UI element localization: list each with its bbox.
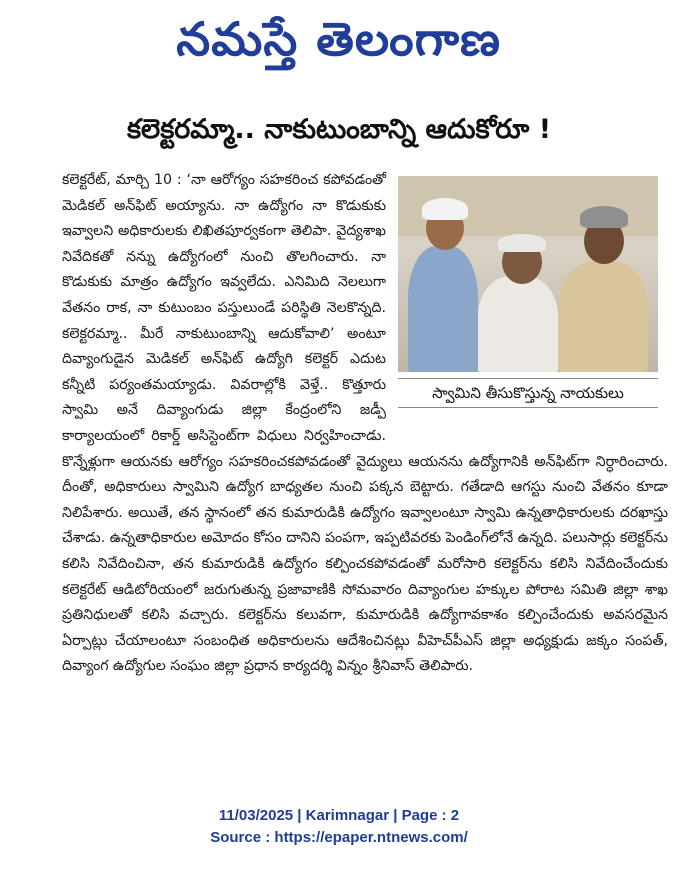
article-text: కలెక్టరేట్, మార్చి 10 : ‘నా ఆరోగ్యం సహకరించ కపోవడంతో మెడికల్ అన్‌ఫిట్ అయ్యాను. నా ఉద్యోగం నా కొడుకుకు ఇవ్వాలని అధికారులకు లిఖితపూర్వకంగా తెలిపా. వైద్యశాఖ నివేదికతో నన్ను ఉద్యోగంలో నుంచి తొలగించారు. నా కొడుకుకు మాత్రం ఉద్యోగం ఇవ్వలేదు. ఎనిమిది నెలలుగా వేతనం రాక, నా కుటుంబం పస్తులుండే పరిస్థితి నెలకొన్నది. కలెక్టరమ్మా.. మీరే నాకుటుంబాన్ని ఆదుకోవాలి’ అంటూ దివ్యాంగుడైన మెడికల్ అన్‌ఫిట్ ఉద్యోగి కలెక్టర్ ఎదుట కన్నీటి పర్యంతమయ్యాడు. వివరాల్లోకి వెళ్తే.. కొత్తూరు స్వామి అనే దివ్యాంగుడు జిల్లా కేంద్రంలోని జడ్పీ కార్యాలయంలో రికార్డ్ అసిస్టెంట్‌గా విధులు నిర్వహించాడు. కొన్నేళ్లుగా ఆయనకు ఆరోగ్యం సహకరించకపోవడంతో వైద్యులు ఆయనను ఉద్యోగానికి అన్‌ఫిట్‌గా నిర్ధారించారు. దీంతో, అధికారులు స్వామిని ఉద్యోగ బాధ్యతల నుంచి పక్కన బెట్టారు. గతేడాది ఆగస్టు నుంచి వేతనం కూడా నిలిపేశారు. అయితే, తన స్థానంలో తన కుమారుడికి ఉద్యోగం ఇవ్వాలంటూ స్వామి ఉన్నతాధికారులకు దరఖాస్తు చేశాడు. ఉన్నతాధికారుల అమోదం కోసం దానిని పంపగా, ఇప్పటివరకు పెండింగ్‌లోనే ఉన్నది. పలుసార్లు కలెక్టర్‌ను కలిసి నివేదించినా, తన కుమారుడికి ఉద్యోగం కల్పించకపోవడంతో మరోసారి కలెక్టర్‌ను కలిసి నివేదించేందుకు కలెక్టరేట్ ఆడిటోరియంలో జరుగుతున్న ప్రజావాణికి సోమవారం దివ్యాంగుల హక్కుల పోరాట సమితి జిల్లా శాఖ ప్రతినిధులతో కలిసి వచ్చారు. కలెక్టర్‌ను కలువగా, కుమారుడికి ఉద్యోగావకాశం కల్పించేందుకు అవసరమైన ఏర్పాట్లు చేయాలంటూ సంబంధిత అధికారులను ఆదేశించినట్లు వీహెచ్‌పీఎస్ జిల్లా అధ్యక్షుడు జక్కం సంపత్, దివ్యాంగ ఉద్యోగుల సంఘం జిల్లా ప్రధాన కార్యదర్శి విన్నం శ్రీనివాస్ తెలిపారు. [62,172,668,675]
photo-caption: స్వామిని తీసుకొస్తున్న నాయకులు [398,378,658,408]
article-body [62,168,668,788]
footer-date-line: 11/03/2025 | Karimnagar | Page : 2 [218,807,460,824]
article-photo [398,176,658,372]
footer-source-link[interactable]: Source : https://epaper.ntnews.com/ [210,829,468,846]
article-photo-box [398,176,668,426]
masthead [0,8,678,74]
newspaper-logo: నమస్తే తెలంగాణ [176,12,502,66]
article-headline: కలెక్టరమ్మా.. నాకుటుంబాన్ని ఆదుకోరూ ! [126,114,552,145]
